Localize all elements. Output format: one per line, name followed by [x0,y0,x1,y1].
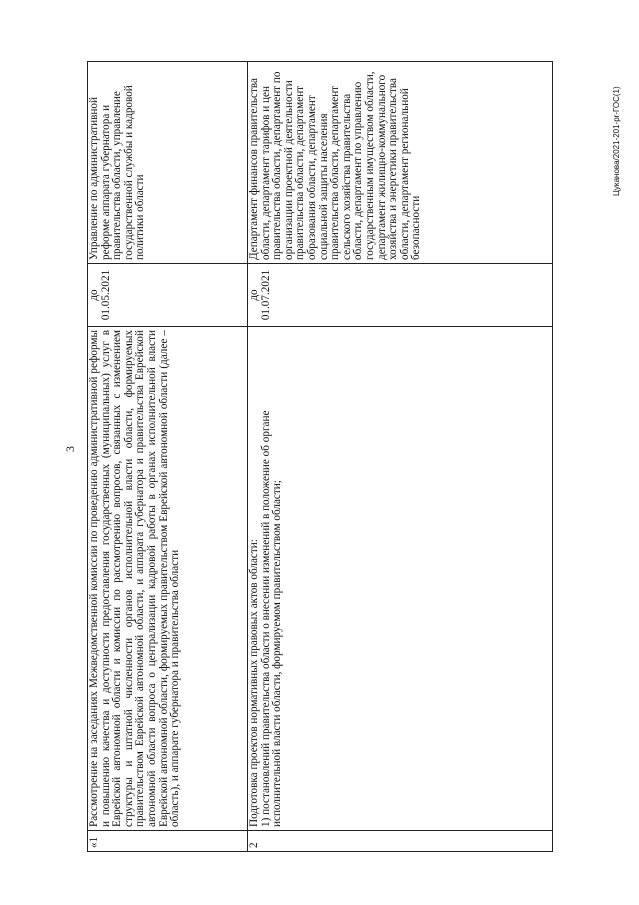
executors-cell: Департамент финансов правительства области, департамент тарифов и цен правительства области, департамент по организации проектной деятельности правительства области, департамент образования области, департамент социальной защиты населения правительства области, департамент сельского хозяйства правительства области, департамент по управлению государственным имуществом области, департамент жилищно-коммунального хозяйства и энергетики правительства области, департамент региональной безопасности [248,62,553,264]
rotated-table-container [87,62,562,852]
plan-table [87,61,553,852]
measure-heading: Подготовка проектов нормативных правовых актов области: [248,539,260,827]
executors-cell: Управление по административной реформе аппарата губернатора и правительства области, управление государственной службы и кадровой политики области [88,62,248,264]
row-number-cell: «1 [88,831,248,852]
deadline-cell [88,264,248,327]
page-number: 3 [63,446,77,452]
measure-cell: Рассмотрение на заседаниях Межведомственной комиссии по проведению административной реформы и повышению качества и доступности предоставления государственных (муниципальных) услуг в Еврейской автономной области и комиссии по рассмотрению вопросов, связанных с изменением структуры и штатной численности органов исполнительной власти области, формируемых правительством Еврейской автономной области, и аппарата губернатора и правительства Еврейской автономной области вопроса о централизации кадровой работы в органах исполнительной власти Еврейской автономной области, формируемых правительством Еврейской автономной области (далее – область), и аппарате губернатора и правительства области [88,327,248,831]
document-code-footer: Цуканова/2021-201-pr-ГОС(1) [612,86,621,196]
row-number-cell: 2 [248,831,553,852]
deadline-date: 01.07.2021 [259,269,272,321]
table-row [88,62,248,852]
table-row [248,62,553,852]
deadline-date: 01.05.2021 [99,269,112,321]
measure-cell [248,327,553,831]
deadline-cell [248,264,553,327]
deadline-prefix: до [88,289,100,301]
measure-item: 1) постановлений правительства области о внесении изменений в положение об органе исполнительной власти области, формируемом правительством области; [259,410,284,827]
deadline-prefix: до [248,289,260,301]
